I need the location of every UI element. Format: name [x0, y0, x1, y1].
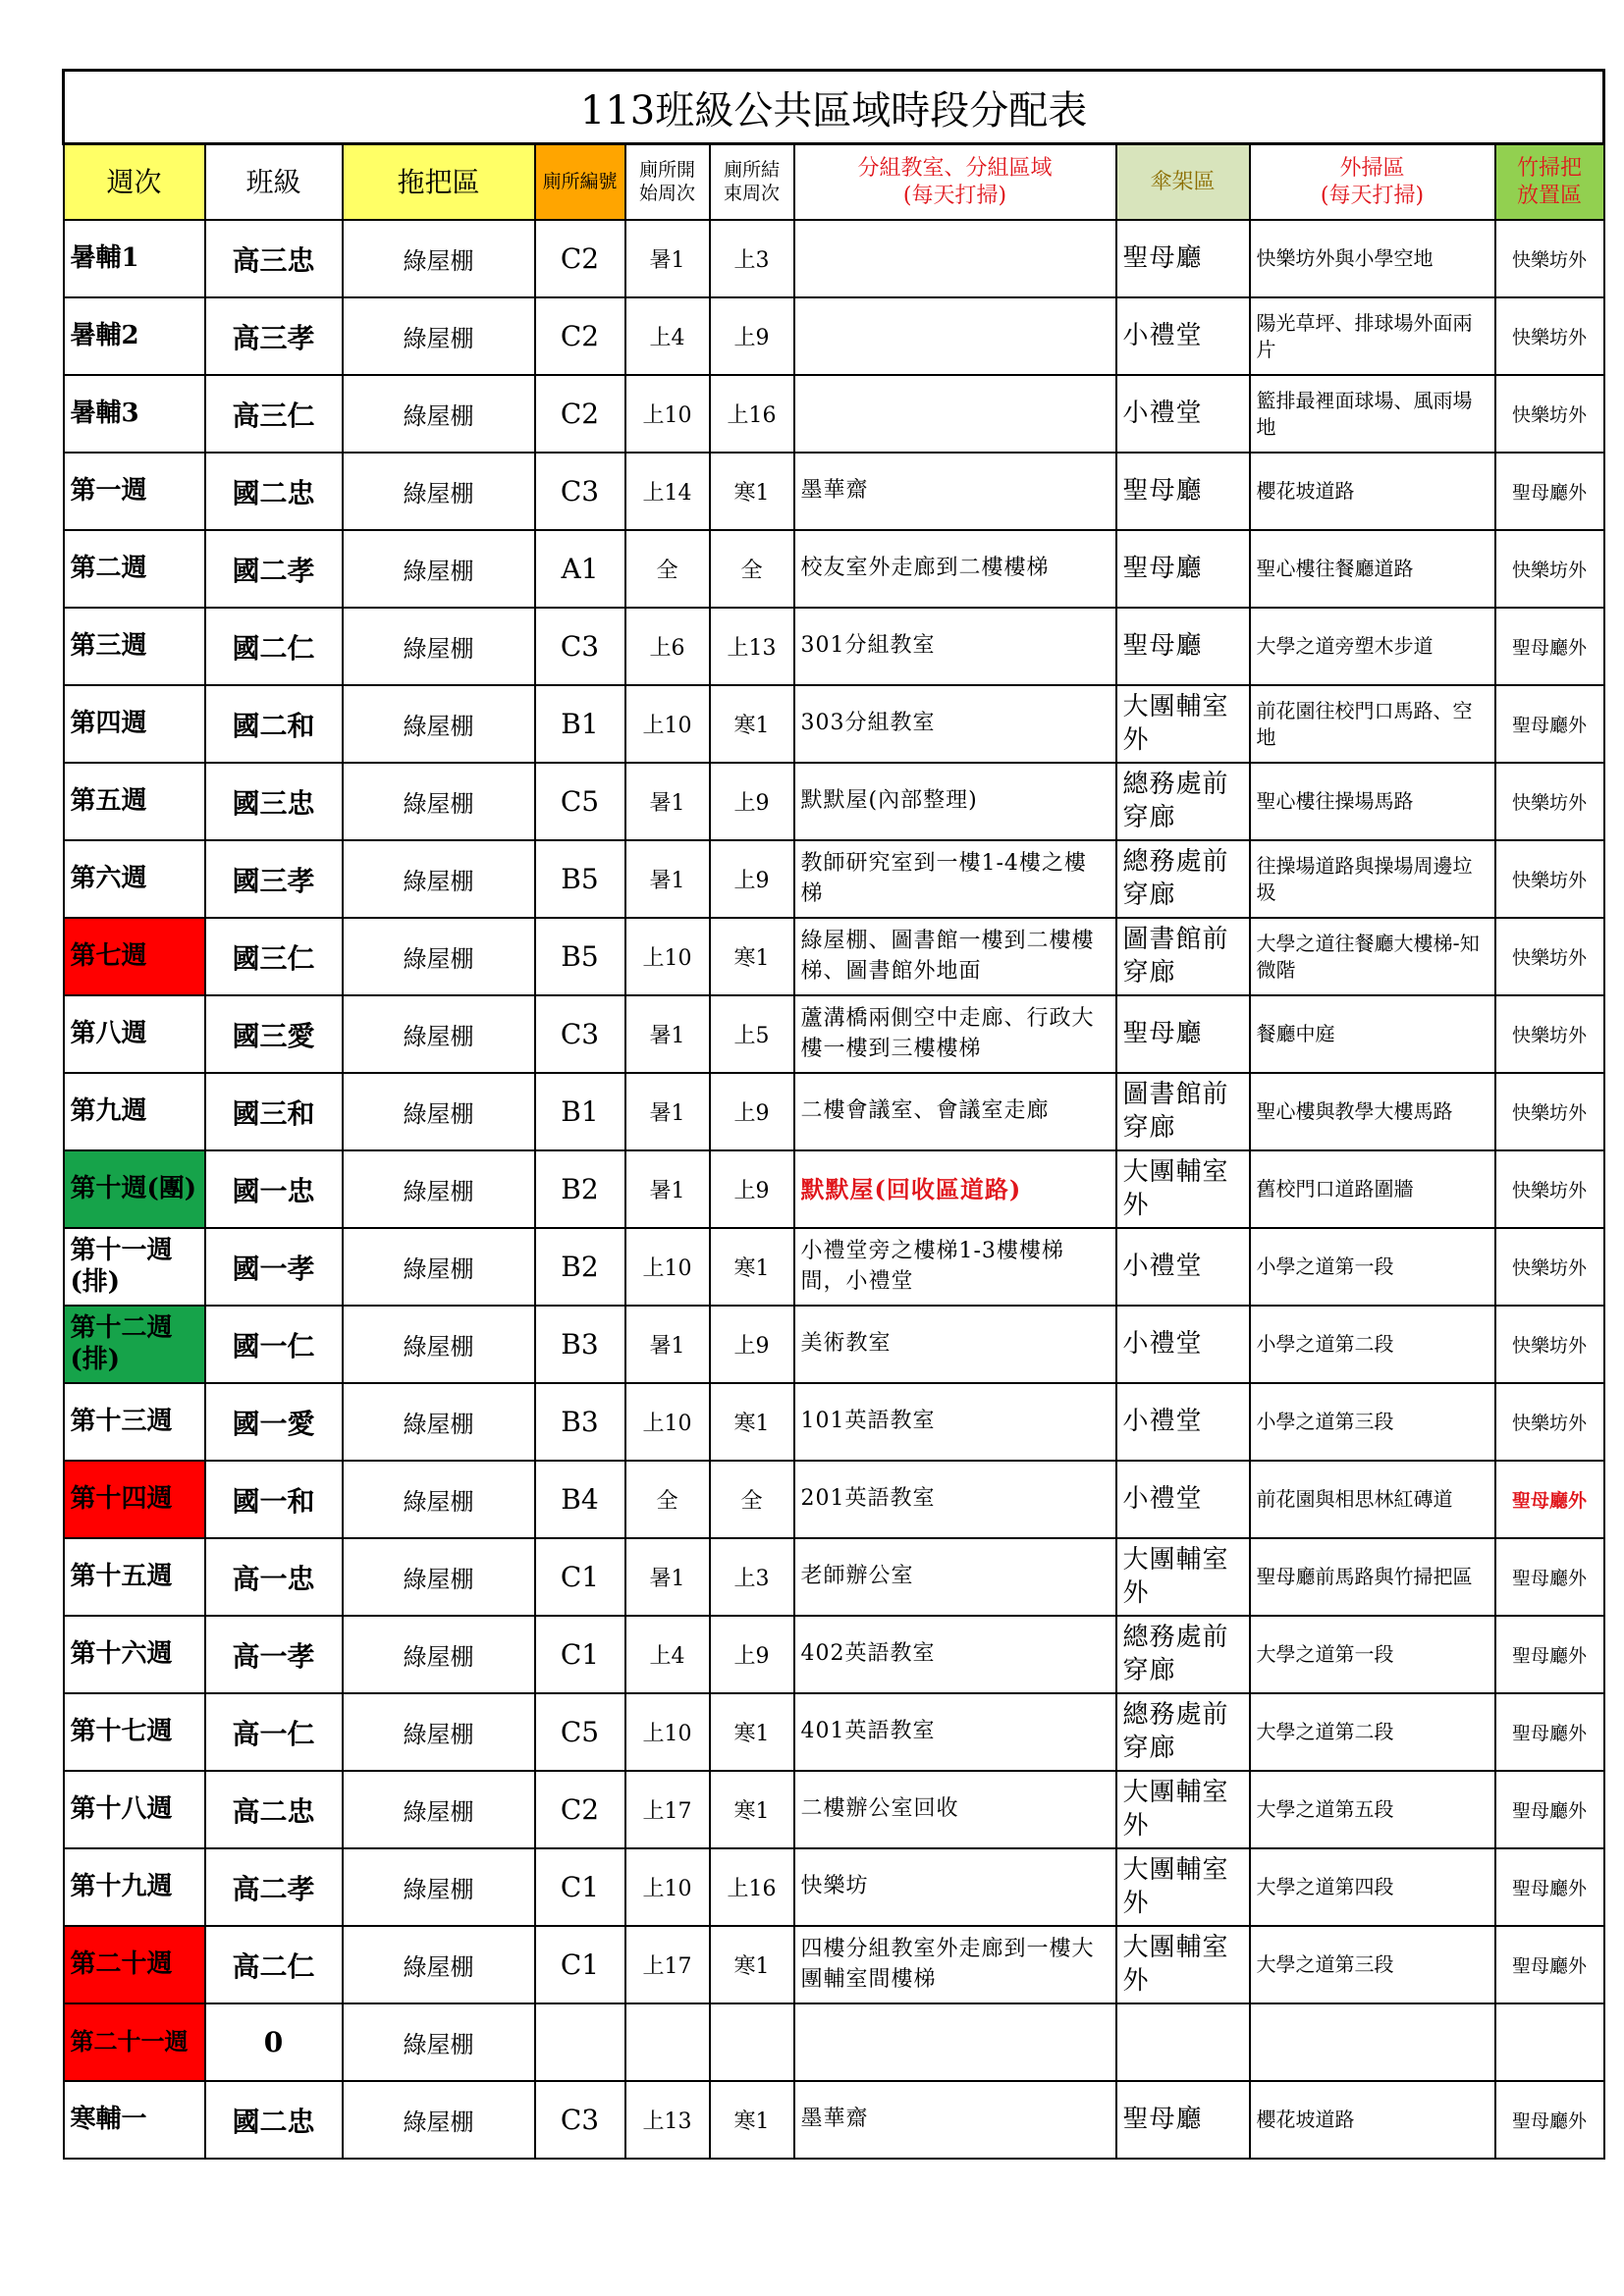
outside-area-cell: 大學之道第四段: [1250, 1848, 1495, 1926]
umbrella-cell: 總務處前穿廊: [1116, 840, 1250, 918]
broom-cell: 快樂坊外: [1495, 375, 1604, 453]
toilet-end-cell: 上9: [710, 840, 794, 918]
week-cell: 第十三週: [64, 1383, 205, 1461]
toilet-start-cell: 上10: [625, 918, 710, 995]
toilet-id-cell: B5: [535, 918, 625, 995]
mop-cell: 綠屋棚: [343, 1693, 535, 1771]
table-row: [64, 1073, 1604, 1150]
toilet-id-cell: C1: [535, 1616, 625, 1693]
toilet-id-cell: C5: [535, 763, 625, 840]
outside-area-cell: 大學之道第三段: [1250, 1926, 1495, 2003]
toilet-id-cell: C3: [535, 608, 625, 685]
broom-cell-emphasis: 聖母廳外: [1495, 1461, 1604, 1538]
group-area-cell: 四樓分組教室外走廊到一樓大團輔室間樓梯: [794, 1926, 1116, 2003]
broom-cell: 快樂坊外: [1495, 1383, 1604, 1461]
broom-cell: 快樂坊外: [1495, 1073, 1604, 1150]
week-cell: 第九週: [64, 1073, 205, 1150]
group-area-cell: 101英語教室: [794, 1383, 1116, 1461]
class-cell: 0: [205, 2003, 343, 2081]
group-area-cell: 校友室外走廊到二樓樓梯: [794, 530, 1116, 608]
umbrella-cell: 小禮堂: [1116, 297, 1250, 375]
umbrella-cell: 圖書館前穿廊: [1116, 918, 1250, 995]
mop-cell: 綠屋棚: [343, 1306, 535, 1383]
class-cell: 國三和: [205, 1073, 343, 1150]
broom-cell: 聖母廳外: [1495, 1693, 1604, 1771]
table-row: [64, 608, 1604, 685]
mop-cell: 綠屋棚: [343, 1771, 535, 1848]
group-area-cell: 303分組教室: [794, 685, 1116, 763]
toilet-start-cell: [625, 2003, 710, 2081]
table-row: [64, 1306, 1604, 1383]
mop-cell: 綠屋棚: [343, 763, 535, 840]
umbrella-cell: 聖母廳: [1116, 608, 1250, 685]
umbrella-cell: 大團輔室外: [1116, 1150, 1250, 1228]
group-area-cell: 墨華齋: [794, 453, 1116, 530]
toilet-end-cell: 上13: [710, 608, 794, 685]
broom-cell: 聖母廳外: [1495, 1926, 1604, 2003]
broom-cell: 聖母廳外: [1495, 1616, 1604, 1693]
class-cell: 高三仁: [205, 375, 343, 453]
mop-cell: 綠屋棚: [343, 1461, 535, 1538]
week-cell: 第一週: [64, 453, 205, 530]
toilet-end-cell: 寒1: [710, 2081, 794, 2159]
outside-area-cell: 聖心樓往餐廳道路: [1250, 530, 1495, 608]
toilet-end-cell: 上9: [710, 763, 794, 840]
class-cell: 高一忠: [205, 1538, 343, 1616]
class-cell: 高二孝: [205, 1848, 343, 1926]
mop-cell: 綠屋棚: [343, 1150, 535, 1228]
toilet-start-cell: 全: [625, 530, 710, 608]
umbrella-cell: 總務處前穿廊: [1116, 1616, 1250, 1693]
group-area-cell: 綠屋棚、圖書館一樓到二樓樓梯、圖書館外地面: [794, 918, 1116, 995]
broom-cell: 聖母廳外: [1495, 608, 1604, 685]
page-title: 113班級公共區域時段分配表: [64, 71, 1604, 144]
group-area-cell: [794, 2003, 1116, 2081]
outside-area-cell: 聖心樓與教學大樓馬路: [1250, 1073, 1495, 1150]
week-cell-highlighted: 第十四週: [64, 1461, 205, 1538]
week-cell-highlighted: 第二十一週: [64, 2003, 205, 2081]
table-row: [64, 1461, 1604, 1538]
table-row: [64, 1771, 1604, 1848]
header-broom-area: [1495, 144, 1604, 221]
toilet-start-cell: 上10: [625, 1228, 710, 1306]
header-week: 週次: [64, 144, 205, 221]
header-outside-line1: 外掃區: [1339, 156, 1405, 181]
toilet-id-cell: C5: [535, 1693, 625, 1771]
table-row: [64, 1926, 1604, 2003]
table-row: [64, 220, 1604, 297]
outside-area-cell: 陽光草坪、排球場外面兩片: [1250, 297, 1495, 375]
table-row: [64, 1693, 1604, 1771]
table-row: [64, 453, 1604, 530]
mop-cell: 綠屋棚: [343, 1383, 535, 1461]
umbrella-cell: 大團輔室外: [1116, 685, 1250, 763]
toilet-end-cell: 上3: [710, 220, 794, 297]
toilet-end-cell: 寒1: [710, 1771, 794, 1848]
table-row: [64, 1228, 1604, 1306]
toilet-start-cell: 暑1: [625, 995, 710, 1073]
umbrella-cell: 小禮堂: [1116, 375, 1250, 453]
outside-area-cell: 餐廳中庭: [1250, 995, 1495, 1073]
class-cell: 國三孝: [205, 840, 343, 918]
mop-cell: 綠屋棚: [343, 1228, 535, 1306]
toilet-id-cell: B5: [535, 840, 625, 918]
group-area-cell: 201英語教室: [794, 1461, 1116, 1538]
umbrella-cell: 大團輔室外: [1116, 1771, 1250, 1848]
broom-cell: 快樂坊外: [1495, 840, 1604, 918]
umbrella-cell: 大團輔室外: [1116, 1848, 1250, 1926]
toilet-end-cell: 上9: [710, 1150, 794, 1228]
group-area-cell: [794, 297, 1116, 375]
toilet-id-cell: C3: [535, 995, 625, 1073]
umbrella-cell: 總務處前穿廊: [1116, 1693, 1250, 1771]
group-area-cell: 二樓辦公室回收: [794, 1771, 1116, 1848]
toilet-id-cell: C2: [535, 375, 625, 453]
toilet-start-cell: 上10: [625, 1383, 710, 1461]
class-cell: 高一仁: [205, 1693, 343, 1771]
group-area-cell-emphasis: 默默屋(回收區道路): [794, 1150, 1116, 1228]
header-broom-line1: 竹掃把: [1517, 156, 1583, 181]
mop-cell: 綠屋棚: [343, 840, 535, 918]
week-cell: 第六週: [64, 840, 205, 918]
class-cell: 國二忠: [205, 453, 343, 530]
toilet-id-cell: B4: [535, 1461, 625, 1538]
table-row: [64, 375, 1604, 453]
outside-area-cell: 籃排最裡面球場、風雨場地: [1250, 375, 1495, 453]
header-outside-line2: (每天打掃): [1320, 183, 1425, 208]
umbrella-cell: 聖母廳: [1116, 2081, 1250, 2159]
toilet-end-cell: 寒1: [710, 1693, 794, 1771]
header-toilet-id: 廁所編號: [535, 144, 625, 221]
broom-cell: 聖母廳外: [1495, 453, 1604, 530]
mop-cell: 綠屋棚: [343, 1538, 535, 1616]
class-cell: 高二忠: [205, 1771, 343, 1848]
week-cell: 第十五週: [64, 1538, 205, 1616]
table-row: [64, 763, 1604, 840]
toilet-end-cell: 上16: [710, 375, 794, 453]
toilet-end-cell: 上9: [710, 1616, 794, 1693]
toilet-start-cell: 暑1: [625, 840, 710, 918]
week-cell: 暑輔2: [64, 297, 205, 375]
week-cell: 第十八週: [64, 1771, 205, 1848]
outside-area-cell: 櫻花坡道路: [1250, 453, 1495, 530]
table-row: [64, 840, 1604, 918]
umbrella-cell: [1116, 2003, 1250, 2081]
toilet-start-cell: 上10: [625, 375, 710, 453]
outside-area-cell: [1250, 2003, 1495, 2081]
broom-cell: 快樂坊外: [1495, 763, 1604, 840]
toilet-start-cell: 上10: [625, 1848, 710, 1926]
mop-cell: 綠屋棚: [343, 995, 535, 1073]
toilet-id-cell: [535, 2003, 625, 2081]
toilet-id-cell: B3: [535, 1306, 625, 1383]
mop-cell: 綠屋棚: [343, 220, 535, 297]
outside-area-cell: 往操場道路與操場周邊垃圾: [1250, 840, 1495, 918]
toilet-start-cell: 暑1: [625, 1538, 710, 1616]
toilet-start-cell: 暑1: [625, 220, 710, 297]
toilet-start-cell: 上17: [625, 1926, 710, 2003]
table-row: [64, 1616, 1604, 1693]
broom-cell: 聖母廳外: [1495, 1538, 1604, 1616]
toilet-end-cell: 上9: [710, 297, 794, 375]
week-cell: 第十一週(排): [64, 1228, 205, 1306]
table-row: [64, 685, 1604, 763]
toilet-start-cell: 全: [625, 1461, 710, 1538]
week-cell-highlighted: 第十二週(排): [64, 1306, 205, 1383]
outside-area-cell: 小學之道第三段: [1250, 1383, 1495, 1461]
toilet-id-cell: B2: [535, 1150, 625, 1228]
toilet-end-cell: 寒1: [710, 1926, 794, 2003]
table-row: [64, 1150, 1604, 1228]
class-cell: 國一孝: [205, 1228, 343, 1306]
toilet-id-cell: C2: [535, 220, 625, 297]
broom-cell: 快樂坊外: [1495, 918, 1604, 995]
toilet-id-cell: B2: [535, 1228, 625, 1306]
umbrella-cell: 小禮堂: [1116, 1228, 1250, 1306]
mop-cell: 綠屋棚: [343, 685, 535, 763]
toilet-end-cell: 上3: [710, 1538, 794, 1616]
mop-cell: 綠屋棚: [343, 1926, 535, 2003]
week-cell: 寒輔一: [64, 2081, 205, 2159]
mop-cell: 綠屋棚: [343, 1616, 535, 1693]
toilet-end-cell: 上9: [710, 1073, 794, 1150]
week-cell: 第二週: [64, 530, 205, 608]
class-cell: 國三仁: [205, 918, 343, 995]
outside-area-cell: 小學之道第一段: [1250, 1228, 1495, 1306]
broom-cell: 聖母廳外: [1495, 1848, 1604, 1926]
group-area-cell: 快樂坊: [794, 1848, 1116, 1926]
group-area-cell: 401英語教室: [794, 1693, 1116, 1771]
broom-cell: 快樂坊外: [1495, 1228, 1604, 1306]
toilet-start-cell: 暑1: [625, 1150, 710, 1228]
mop-cell: 綠屋棚: [343, 453, 535, 530]
mop-cell: 綠屋棚: [343, 2081, 535, 2159]
toilet-end-cell: 寒1: [710, 1228, 794, 1306]
class-cell: 高三忠: [205, 220, 343, 297]
toilet-id-cell: C3: [535, 453, 625, 530]
umbrella-cell: 聖母廳: [1116, 453, 1250, 530]
umbrella-cell: 聖母廳: [1116, 995, 1250, 1073]
toilet-id-cell: B3: [535, 1383, 625, 1461]
outside-area-cell: 大學之道往餐廳大樓梯-知微階: [1250, 918, 1495, 995]
toilet-end-cell: 寒1: [710, 1383, 794, 1461]
table-row: [64, 995, 1604, 1073]
week-cell: 第十七週: [64, 1693, 205, 1771]
group-area-cell: 二樓會議室、會議室走廊: [794, 1073, 1116, 1150]
week-cell: 第八週: [64, 995, 205, 1073]
week-cell-highlighted: 第十週(團): [64, 1150, 205, 1228]
outside-area-cell: 大學之道第一段: [1250, 1616, 1495, 1693]
toilet-end-cell: 寒1: [710, 453, 794, 530]
umbrella-cell: 聖母廳: [1116, 530, 1250, 608]
toilet-end-cell: 全: [710, 1461, 794, 1538]
umbrella-cell: 小禮堂: [1116, 1383, 1250, 1461]
mop-cell: 綠屋棚: [343, 297, 535, 375]
mop-cell: 綠屋棚: [343, 375, 535, 453]
header-group-area: [794, 144, 1116, 221]
toilet-start-cell: 上10: [625, 1693, 710, 1771]
table-row: [64, 1538, 1604, 1616]
class-cell: 國一忠: [205, 1150, 343, 1228]
broom-cell: 聖母廳外: [1495, 1771, 1604, 1848]
group-area-cell: 教師研究室到一樓1-4樓之樓梯: [794, 840, 1116, 918]
toilet-start-cell: 上10: [625, 685, 710, 763]
table-row: [64, 2003, 1604, 2081]
toilet-id-cell: C2: [535, 1771, 625, 1848]
toilet-id-cell: B1: [535, 1073, 625, 1150]
toilet-id-cell: A1: [535, 530, 625, 608]
week-cell: 第五週: [64, 763, 205, 840]
toilet-start-cell: 暑1: [625, 1306, 710, 1383]
table-row: [64, 297, 1604, 375]
week-cell: 暑輔1: [64, 220, 205, 297]
header-row: [64, 144, 1604, 221]
class-cell: 國二和: [205, 685, 343, 763]
toilet-end-cell: [710, 2003, 794, 2081]
toilet-start-cell: 上14: [625, 453, 710, 530]
broom-cell: 快樂坊外: [1495, 1150, 1604, 1228]
toilet-id-cell: C1: [535, 1538, 625, 1616]
group-area-cell: [794, 375, 1116, 453]
week-cell: 第十九週: [64, 1848, 205, 1926]
broom-cell: [1495, 2003, 1604, 2081]
umbrella-cell: 圖書館前穿廊: [1116, 1073, 1250, 1150]
outside-area-cell: 大學之道第五段: [1250, 1771, 1495, 1848]
toilet-id-cell: C3: [535, 2081, 625, 2159]
toilet-start-cell: 上13: [625, 2081, 710, 2159]
week-cell: 第十六週: [64, 1616, 205, 1693]
toilet-start-cell: 暑1: [625, 1073, 710, 1150]
umbrella-cell: 大團輔室外: [1116, 1538, 1250, 1616]
class-cell: 國二孝: [205, 530, 343, 608]
class-cell: 高二仁: [205, 1926, 343, 2003]
broom-cell: 快樂坊外: [1495, 530, 1604, 608]
class-cell: 國一仁: [205, 1306, 343, 1383]
week-cell-highlighted: 第二十週: [64, 1926, 205, 2003]
table-row: [64, 918, 1604, 995]
outside-area-cell: 聖母廳前馬路與竹掃把區: [1250, 1538, 1495, 1616]
group-area-cell: [794, 220, 1116, 297]
outside-area-cell: 快樂坊外與小學空地: [1250, 220, 1495, 297]
table-row: [64, 530, 1604, 608]
class-cell: 國三忠: [205, 763, 343, 840]
toilet-end-cell: 寒1: [710, 685, 794, 763]
outside-area-cell: 舊校門口道路圍牆: [1250, 1150, 1495, 1228]
outside-area-cell: 前花園與相思林紅磚道: [1250, 1461, 1495, 1538]
class-cell: 國三愛: [205, 995, 343, 1073]
outside-area-cell: 小學之道第二段: [1250, 1306, 1495, 1383]
broom-cell: 快樂坊外: [1495, 995, 1604, 1073]
toilet-id-cell: C1: [535, 1848, 625, 1926]
class-cell: 國一愛: [205, 1383, 343, 1461]
umbrella-cell: 大團輔室外: [1116, 1926, 1250, 2003]
broom-cell: 聖母廳外: [1495, 685, 1604, 763]
table-row: [64, 1383, 1604, 1461]
header-broom-line2: 放置區: [1517, 183, 1583, 208]
toilet-end-cell: 全: [710, 530, 794, 608]
toilet-start-cell: 暑1: [625, 763, 710, 840]
allocation-table: [62, 69, 1605, 2160]
mop-cell: 綠屋棚: [343, 1848, 535, 1926]
toilet-end-cell: 上16: [710, 1848, 794, 1926]
outside-area-cell: 前花園往校門口馬路、空地: [1250, 685, 1495, 763]
header-toilet-start: 廁所開始周次: [625, 144, 710, 221]
toilet-end-cell: 寒1: [710, 918, 794, 995]
outside-area-cell: 聖心樓往操場馬路: [1250, 763, 1495, 840]
class-cell: 國二忠: [205, 2081, 343, 2159]
toilet-start-cell: 上4: [625, 297, 710, 375]
group-area-cell: 墨華齋: [794, 2081, 1116, 2159]
header-class: 班級: [205, 144, 343, 221]
group-area-cell: 老師辦公室: [794, 1538, 1116, 1616]
mop-cell: 綠屋棚: [343, 2003, 535, 2081]
header-group-area-line1: 分組教室、分組區域: [857, 156, 1053, 181]
group-area-cell: 美術教室: [794, 1306, 1116, 1383]
mop-cell: 綠屋棚: [343, 1073, 535, 1150]
group-area-cell: 402英語教室: [794, 1616, 1116, 1693]
week-cell: 暑輔3: [64, 375, 205, 453]
toilet-id-cell: C2: [535, 297, 625, 375]
class-cell: 高一孝: [205, 1616, 343, 1693]
outside-area-cell: 大學之道第二段: [1250, 1693, 1495, 1771]
group-area-cell: 小禮堂旁之樓梯1-3樓樓梯間，小禮堂: [794, 1228, 1116, 1306]
mop-cell: 綠屋棚: [343, 530, 535, 608]
table-row: [64, 2081, 1604, 2159]
broom-cell: 快樂坊外: [1495, 297, 1604, 375]
class-cell: 國二仁: [205, 608, 343, 685]
toilet-id-cell: B1: [535, 685, 625, 763]
toilet-start-cell: 上17: [625, 1771, 710, 1848]
table-row: [64, 1848, 1604, 1926]
umbrella-cell: 總務處前穿廊: [1116, 763, 1250, 840]
umbrella-cell: 小禮堂: [1116, 1306, 1250, 1383]
week-cell: 第三週: [64, 608, 205, 685]
header-mop-area: 拖把區: [343, 144, 535, 221]
mop-cell: 綠屋棚: [343, 918, 535, 995]
umbrella-cell: 小禮堂: [1116, 1461, 1250, 1538]
outside-area-cell: 大學之道旁塑木步道: [1250, 608, 1495, 685]
broom-cell: 快樂坊外: [1495, 220, 1604, 297]
outside-area-cell: 櫻花坡道路: [1250, 2081, 1495, 2159]
toilet-start-cell: 上4: [625, 1616, 710, 1693]
week-cell: 第四週: [64, 685, 205, 763]
toilet-end-cell: 上9: [710, 1306, 794, 1383]
broom-cell: 聖母廳外: [1495, 2081, 1604, 2159]
header-outside-area: [1250, 144, 1495, 221]
header-umbrella: 傘架區: [1116, 144, 1250, 221]
group-area-cell: 默默屋(內部整理): [794, 763, 1116, 840]
group-area-cell: 301分組教室: [794, 608, 1116, 685]
toilet-id-cell: C1: [535, 1926, 625, 2003]
week-cell-highlighted: 第七週: [64, 918, 205, 995]
umbrella-cell: 聖母廳: [1116, 220, 1250, 297]
header-toilet-end: 廁所結束周次: [710, 144, 794, 221]
header-group-area-line2: (每天打掃): [902, 183, 1007, 208]
class-cell: 國一和: [205, 1461, 343, 1538]
toilet-end-cell: 上5: [710, 995, 794, 1073]
toilet-start-cell: 上6: [625, 608, 710, 685]
broom-cell: 快樂坊外: [1495, 1306, 1604, 1383]
mop-cell: 綠屋棚: [343, 608, 535, 685]
group-area-cell: 蘆溝橋兩側空中走廊、行政大樓一樓到三樓樓梯: [794, 995, 1116, 1073]
class-cell: 高三孝: [205, 297, 343, 375]
